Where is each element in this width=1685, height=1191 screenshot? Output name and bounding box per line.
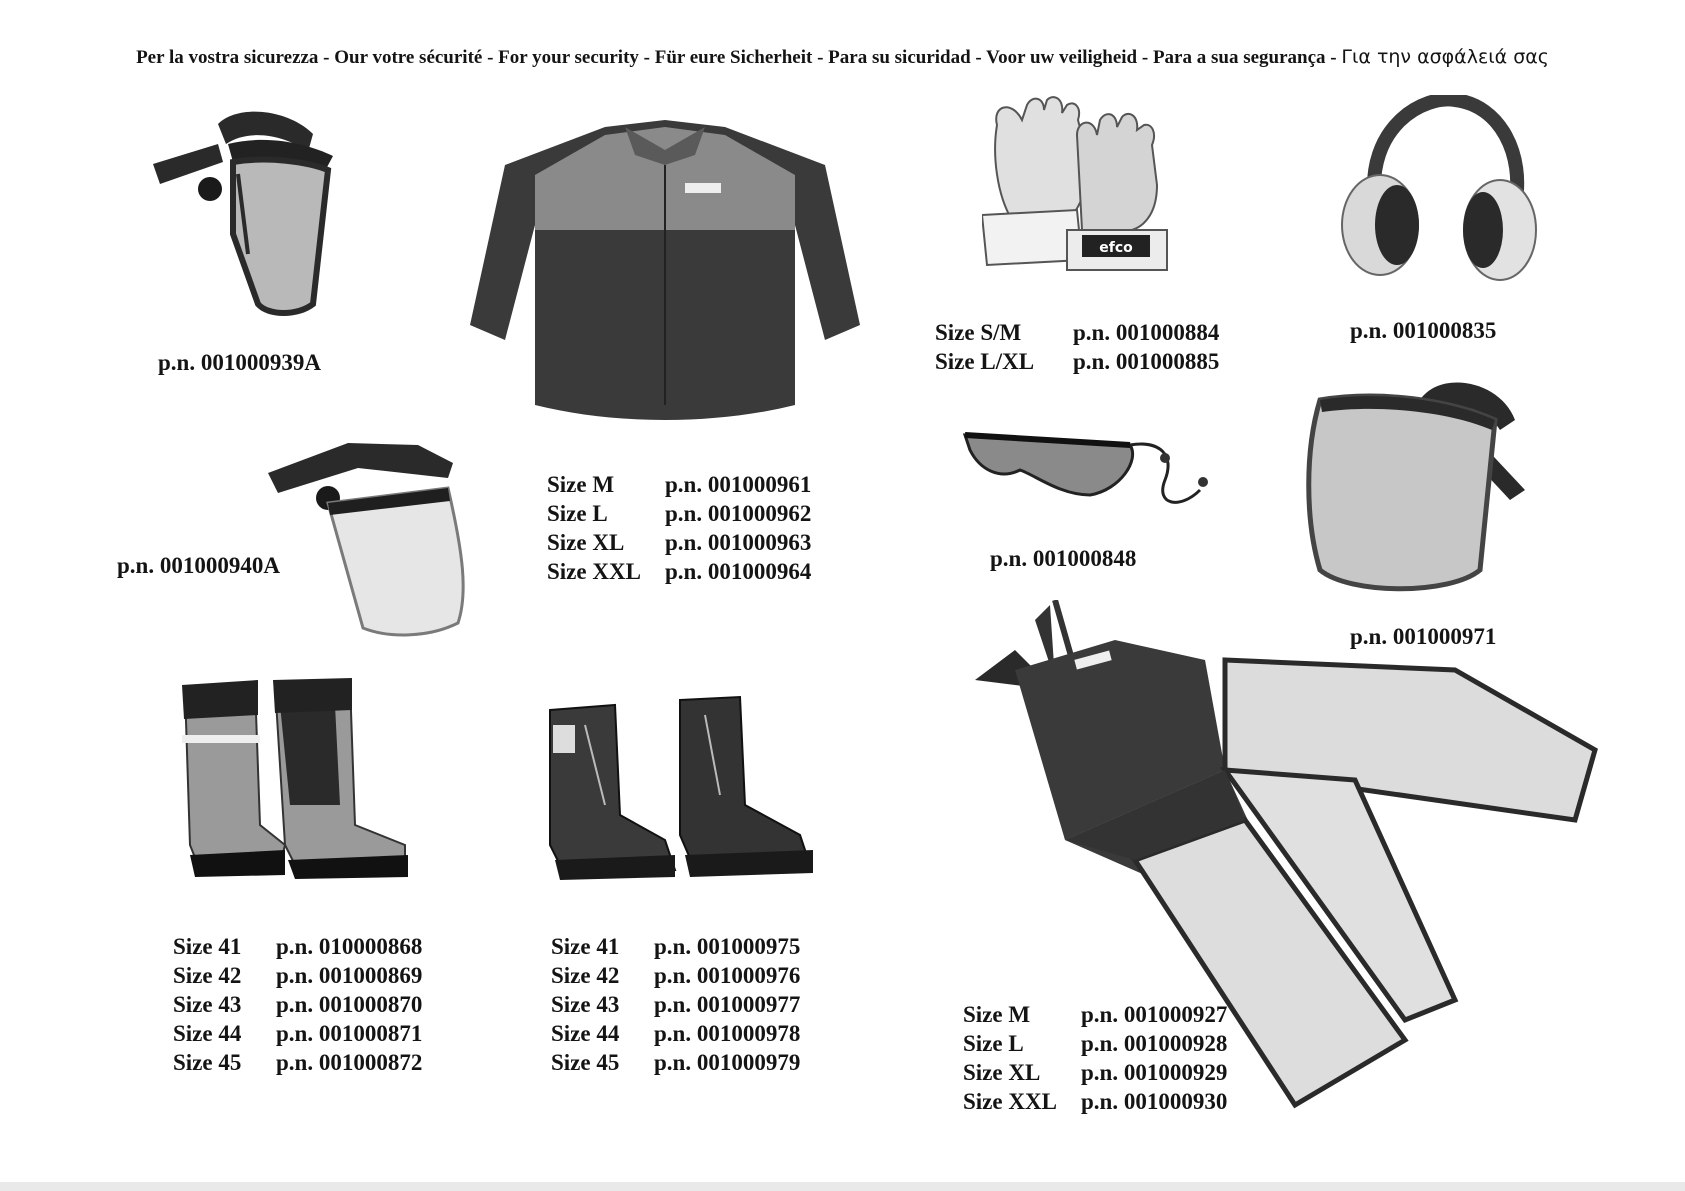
header-greek-text: Για την ασφάλειά σας xyxy=(1341,46,1549,68)
size-row: Size L p.n. 001000962 xyxy=(547,501,812,526)
size-row: Size M p.n. 001000961 xyxy=(547,472,812,497)
size-row: Size XXL p.n. 001000930 xyxy=(963,1089,1228,1114)
bottom-edge-band xyxy=(0,1182,1685,1191)
trousers-size-list xyxy=(963,1000,1227,1116)
earmuffs-image xyxy=(1335,95,1540,295)
gloves-size-list xyxy=(935,318,1219,376)
clear-visor-image xyxy=(268,433,478,643)
mesh-visor-part-number: p.n. 001000939A xyxy=(158,350,321,375)
size-row: Size 41 p.n. 001000975 xyxy=(551,934,801,959)
mesh-visor-image xyxy=(148,104,358,319)
safety-glasses-image xyxy=(960,420,1215,520)
size-row: Size 45 p.n. 001000979 xyxy=(551,1050,801,1075)
size-row: Size 42 p.n. 001000869 xyxy=(173,963,423,988)
size-row: Size 42 p.n. 001000976 xyxy=(551,963,801,988)
leather-boots-image xyxy=(545,695,825,885)
size-row: Size M p.n. 001000927 xyxy=(963,1002,1228,1027)
gloves-logo-text: efco xyxy=(1099,240,1133,256)
leather-boots-size-list xyxy=(551,932,800,1077)
helmet-combo-part-number: p.n. 001000971 xyxy=(1350,624,1497,649)
page-header xyxy=(0,46,1685,69)
size-row: Size L/XL p.n. 001000885 xyxy=(935,349,1220,374)
size-row: Size 45 p.n. 001000872 xyxy=(173,1050,423,1075)
size-row: Size XXL p.n. 001000964 xyxy=(547,559,812,584)
jacket-size-list xyxy=(547,470,811,586)
size-row: Size 41 p.n. 010000868 xyxy=(173,934,423,959)
gloves-image xyxy=(982,95,1202,280)
size-row: Size 44 p.n. 001000871 xyxy=(173,1021,423,1046)
rubber-boots-size-list xyxy=(173,932,422,1077)
jacket-image xyxy=(465,105,865,455)
header-text: Per la vostra sicurezza - Our votre sécurité - For your security - Für eure Sicherheit - Para su sicuridad - Voor uw veiligheid - Para a sua segurança - xyxy=(136,47,1342,68)
size-row: Size S/M p.n. 001000884 xyxy=(935,320,1220,345)
size-row: Size 44 p.n. 001000978 xyxy=(551,1021,801,1046)
helmet-combo-image xyxy=(1300,370,1530,600)
size-row: Size 43 p.n. 001000977 xyxy=(551,992,801,1017)
size-row: Size XL p.n. 001000929 xyxy=(963,1060,1228,1085)
earmuffs-part-number: p.n. 001000835 xyxy=(1350,318,1497,343)
safety-glasses-part-number: p.n. 001000848 xyxy=(990,546,1137,571)
size-row: Size L p.n. 001000928 xyxy=(963,1031,1228,1056)
rubber-boots-image xyxy=(170,675,425,880)
size-row: Size 43 p.n. 001000870 xyxy=(173,992,423,1017)
size-row: Size XL p.n. 001000963 xyxy=(547,530,812,555)
clear-visor-part-number: p.n. 001000940A xyxy=(117,553,280,578)
